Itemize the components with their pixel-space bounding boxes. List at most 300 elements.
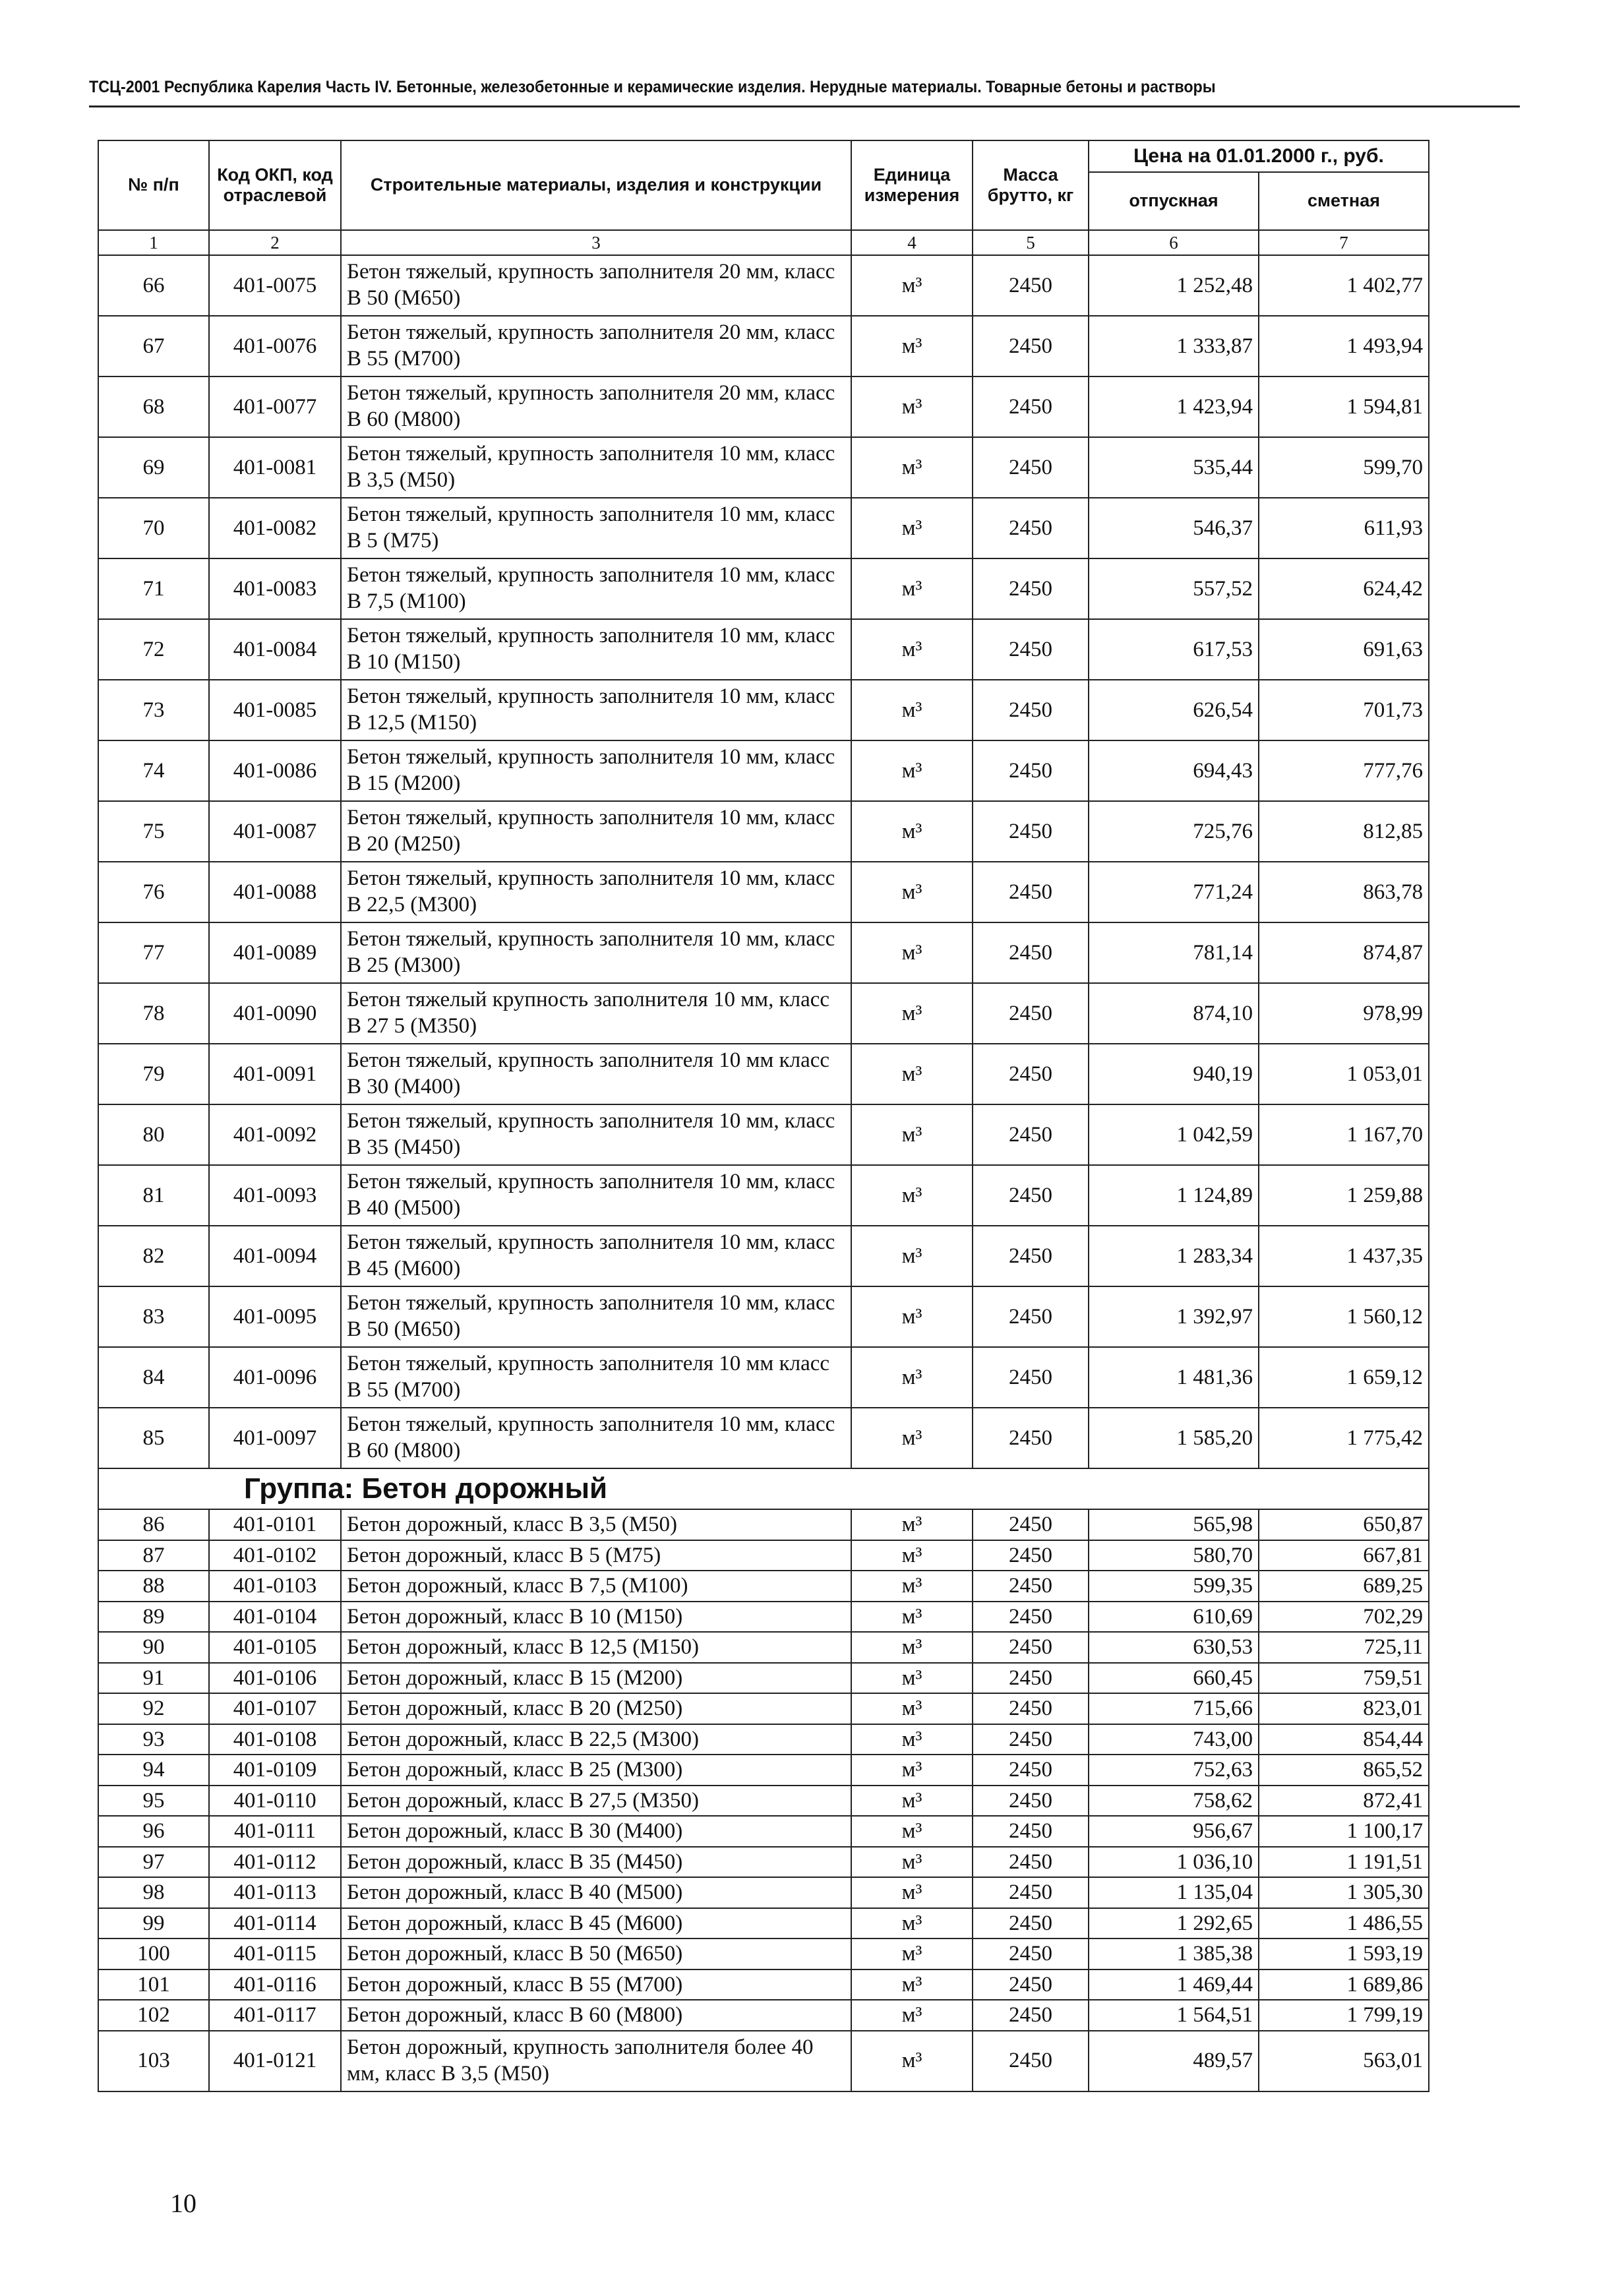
estimate-price: 725,11 [1259,1632,1429,1663]
material-name: Бетон тяжелый, крупность заполнителя 20 мм, класс В 55 (М700) [341,316,851,376]
gross-mass: 2450 [973,558,1089,619]
release-price: 1 283,34 [1089,1226,1259,1286]
okp-code: 401-0086 [209,740,341,801]
gross-mass: 2450 [973,2031,1089,2091]
gross-mass: 2450 [973,1104,1089,1165]
unit-of-measure: м³ [851,1877,973,1908]
release-price: 1 042,59 [1089,1104,1259,1165]
release-price: 781,14 [1089,922,1259,983]
unit-of-measure: м³ [851,1571,973,1602]
okp-code: 401-0103 [209,1571,341,1602]
okp-code: 401-0102 [209,1540,341,1571]
unit-of-measure: м³ [851,1509,973,1540]
row-number: 87 [98,1540,209,1571]
table-row [98,1724,1429,1755]
table-row [98,1786,1429,1817]
gross-mass: 2450 [973,1938,1089,1969]
unit-of-measure: м³ [851,619,973,680]
release-price: 630,53 [1089,1632,1259,1663]
table-row [98,619,1429,680]
row-number: 98 [98,1877,209,1908]
release-price: 1 385,38 [1089,1938,1259,1969]
table-row [98,1969,1429,2000]
group-title: Группа: Бетон дорожный [98,1468,1429,1509]
gross-mass: 2450 [973,1724,1089,1755]
okp-code: 401-0075 [209,255,341,316]
okp-code: 401-0094 [209,1226,341,1286]
gross-mass: 2450 [973,1693,1089,1724]
estimate-price: 823,01 [1259,1693,1429,1724]
row-number: 92 [98,1693,209,1724]
table-row [98,1877,1429,1908]
page-number: 10 [170,2188,196,2218]
material-name: Бетон дорожный, класс В 10 (М150) [341,1602,851,1633]
release-price: 1 564,51 [1089,2000,1259,2031]
gross-mass: 2450 [973,1969,1089,2000]
header-code: Код ОКП, код отраслевой [209,140,341,230]
row-number: 103 [98,2031,209,2091]
heavy-concrete-rows [98,255,1429,1468]
gross-mass: 2450 [973,1847,1089,1878]
material-name: Бетон дорожный, крупность заполнителя более 40 мм, класс В 3,5 (М50) [341,2031,851,2091]
material-name: Бетон дорожный, класс В 22,5 (М300) [341,1724,851,1755]
header-name: Строительные материалы, изделия и конструкции [341,140,851,230]
release-price: 557,52 [1089,558,1259,619]
material-name: Бетон дорожный, класс В 25 (М300) [341,1755,851,1786]
column-number: 5 [973,230,1089,255]
unit-of-measure: м³ [851,437,973,498]
material-name: Бетон дорожный, класс В 40 (М500) [341,1877,851,1908]
header-unit: Единица измерения [851,140,973,230]
release-price: 758,62 [1089,1786,1259,1817]
table-row [98,922,1429,983]
table-row [98,1509,1429,1540]
row-number: 71 [98,558,209,619]
row-number: 85 [98,1408,209,1468]
material-name: Бетон дорожный, класс В 20 (М250) [341,1693,851,1724]
unit-of-measure: м³ [851,1786,973,1817]
table-row [98,801,1429,862]
running-header: ТСЦ-2001 Республика Карелия Часть IV. Бетонные, железобетонные и керамические изделия. Нерудные материалы. Товарные бетоны и растворы [89,78,1216,96]
table-row [98,558,1429,619]
okp-code: 401-0077 [209,376,341,437]
release-price: 489,57 [1089,2031,1259,2091]
unit-of-measure: м³ [851,558,973,619]
unit-of-measure: м³ [851,680,973,740]
row-number: 91 [98,1663,209,1694]
unit-of-measure: м³ [851,1938,973,1969]
material-name: Бетон тяжелый, крупность заполнителя 10 мм, класс В 10 (М150) [341,619,851,680]
material-name: Бетон тяжелый, крупность заполнителя 20 мм, класс В 60 (М800) [341,376,851,437]
release-price: 660,45 [1089,1663,1259,1694]
table-row [98,680,1429,740]
row-number: 94 [98,1755,209,1786]
row-number: 75 [98,801,209,862]
gross-mass: 2450 [973,1877,1089,1908]
row-number: 86 [98,1509,209,1540]
estimate-price: 1 594,81 [1259,376,1429,437]
estimate-price: 1 659,12 [1259,1347,1429,1408]
row-number: 84 [98,1347,209,1408]
estimate-price: 865,52 [1259,1755,1429,1786]
unit-of-measure: м³ [851,1286,973,1347]
estimate-price: 874,87 [1259,922,1429,983]
row-number: 68 [98,376,209,437]
row-number: 96 [98,1816,209,1847]
okp-code: 401-0076 [209,316,341,376]
column-number: 1 [98,230,209,255]
material-name: Бетон тяжелый, крупность заполнителя 10 мм, класс В 7,5 (М100) [341,558,851,619]
column-number: 7 [1259,230,1429,255]
unit-of-measure: м³ [851,1044,973,1104]
okp-code: 401-0096 [209,1347,341,1408]
release-price: 1 392,97 [1089,1286,1259,1347]
unit-of-measure: м³ [851,1347,973,1408]
unit-of-measure: м³ [851,1755,973,1786]
okp-code: 401-0089 [209,922,341,983]
okp-code: 401-0107 [209,1693,341,1724]
row-number: 79 [98,1044,209,1104]
okp-code: 401-0104 [209,1602,341,1633]
row-number: 81 [98,1165,209,1226]
row-number: 72 [98,619,209,680]
row-number: 78 [98,983,209,1044]
column-numbers-row [98,230,1429,255]
gross-mass: 2450 [973,1571,1089,1602]
material-name: Бетон дорожный, класс В 30 (М400) [341,1816,851,1847]
row-number: 67 [98,316,209,376]
estimate-price: 1 053,01 [1259,1044,1429,1104]
okp-code: 401-0083 [209,558,341,619]
gross-mass: 2450 [973,680,1089,740]
unit-of-measure: м³ [851,2000,973,2031]
estimate-price: 1 560,12 [1259,1286,1429,1347]
unit-of-measure: м³ [851,922,973,983]
release-price: 940,19 [1089,1044,1259,1104]
estimate-price: 777,76 [1259,740,1429,801]
table-row [98,2031,1429,2091]
material-name: Бетон тяжелый крупность заполнителя 10 мм, класс В 27 5 (М350) [341,983,851,1044]
row-number: 80 [98,1104,209,1165]
okp-code: 401-0117 [209,2000,341,2031]
table-row [98,1347,1429,1408]
table-row [98,1632,1429,1663]
release-price: 1 135,04 [1089,1877,1259,1908]
row-number: 69 [98,437,209,498]
table-row [98,1226,1429,1286]
okp-code: 401-0087 [209,801,341,862]
release-price: 725,76 [1089,801,1259,862]
table-row [98,1938,1429,1969]
unit-of-measure: м³ [851,316,973,376]
gross-mass: 2450 [973,619,1089,680]
column-number: 4 [851,230,973,255]
table-row [98,1165,1429,1226]
release-price: 535,44 [1089,437,1259,498]
row-number: 70 [98,498,209,558]
gross-mass: 2450 [973,983,1089,1044]
material-name: Бетон тяжелый, крупность заполнителя 10 мм, класс В 15 (М200) [341,740,851,801]
okp-code: 401-0097 [209,1408,341,1468]
unit-of-measure: м³ [851,1816,973,1847]
release-price: 546,37 [1089,498,1259,558]
header-release-price: отпускная [1089,172,1259,230]
estimate-price: 1 259,88 [1259,1165,1429,1226]
row-number: 95 [98,1786,209,1817]
unit-of-measure: м³ [851,1724,973,1755]
estimate-price: 1 593,19 [1259,1938,1429,1969]
estimate-price: 1 100,17 [1259,1816,1429,1847]
estimate-price: 1 437,35 [1259,1226,1429,1286]
release-price: 743,00 [1089,1724,1259,1755]
release-price: 1 292,65 [1089,1908,1259,1939]
material-name: Бетон тяжелый, крупность заполнителя 10 мм, класс В 50 (М650) [341,1286,851,1347]
unit-of-measure: м³ [851,740,973,801]
release-price: 1 252,48 [1089,255,1259,316]
gross-mass: 2450 [973,1602,1089,1633]
estimate-price: 978,99 [1259,983,1429,1044]
gross-mass: 2450 [973,1347,1089,1408]
table-row [98,1540,1429,1571]
gross-mass: 2450 [973,1044,1089,1104]
material-name: Бетон тяжелый, крупность заполнителя 10 мм, класс В 5 (М75) [341,498,851,558]
material-name: Бетон тяжелый, крупность заполнителя 10 мм, класс В 12,5 (М150) [341,680,851,740]
table-header [98,140,1429,255]
material-name: Бетон тяжелый, крупность заполнителя 10 мм, класс В 40 (М500) [341,1165,851,1226]
okp-code: 401-0095 [209,1286,341,1347]
unit-of-measure: м³ [851,862,973,922]
release-price: 565,98 [1089,1509,1259,1540]
gross-mass: 2450 [973,1165,1089,1226]
road-concrete-rows [98,1509,1429,2091]
okp-code: 401-0093 [209,1165,341,1226]
gross-mass: 2450 [973,1908,1089,1939]
okp-code: 401-0105 [209,1632,341,1663]
table-row [98,1286,1429,1347]
material-name: Бетон тяжелый, крупность заполнителя 10 мм, класс В 60 (М800) [341,1408,851,1468]
okp-code: 401-0106 [209,1663,341,1694]
row-number: 99 [98,1908,209,1939]
material-name: Бетон тяжелый, крупность заполнителя 10 мм, класс В 20 (М250) [341,801,851,862]
gross-mass: 2450 [973,2000,1089,2031]
okp-code: 401-0108 [209,1724,341,1755]
material-name: Бетон дорожный, класс В 7,5 (М100) [341,1571,851,1602]
row-number: 77 [98,922,209,983]
estimate-price: 872,41 [1259,1786,1429,1817]
unit-of-measure: м³ [851,1693,973,1724]
release-price: 752,63 [1089,1755,1259,1786]
row-number: 89 [98,1602,209,1633]
release-price: 874,10 [1089,983,1259,1044]
column-number: 2 [209,230,341,255]
table-row [98,1602,1429,1633]
unit-of-measure: м³ [851,1847,973,1878]
table-row [98,1816,1429,1847]
estimate-price: 1 191,51 [1259,1847,1429,1878]
table-row [98,1408,1429,1468]
estimate-price: 1 799,19 [1259,2000,1429,2031]
material-name: Бетон тяжелый, крупность заполнителя 10 мм, класс В 3,5 (М50) [341,437,851,498]
gross-mass: 2450 [973,740,1089,801]
gross-mass: 2450 [973,498,1089,558]
group-section [98,1468,1429,1509]
gross-mass: 2450 [973,376,1089,437]
release-price: 1 333,87 [1089,316,1259,376]
okp-code: 401-0088 [209,862,341,922]
table-row [98,740,1429,801]
column-number: 3 [341,230,851,255]
table-row [98,1693,1429,1724]
unit-of-measure: м³ [851,1540,973,1571]
material-name: Бетон тяжелый, крупность заполнителя 10 мм, класс В 22,5 (М300) [341,862,851,922]
estimate-price: 1 167,70 [1259,1104,1429,1165]
estimate-price: 611,93 [1259,498,1429,558]
row-number: 66 [98,255,209,316]
material-name: Бетон дорожный, класс В 45 (М600) [341,1908,851,1939]
okp-code: 401-0112 [209,1847,341,1878]
release-price: 599,35 [1089,1571,1259,1602]
release-price: 580,70 [1089,1540,1259,1571]
unit-of-measure: м³ [851,1226,973,1286]
estimate-price: 1 486,55 [1259,1908,1429,1939]
gross-mass: 2450 [973,316,1089,376]
gross-mass: 2450 [973,1509,1089,1540]
okp-code: 401-0092 [209,1104,341,1165]
estimate-price: 667,81 [1259,1540,1429,1571]
okp-code: 401-0115 [209,1938,341,1969]
okp-code: 401-0114 [209,1908,341,1939]
table-row [98,255,1429,316]
material-name: Бетон тяжелый, крупность заполнителя 10 мм класс В 30 (М400) [341,1044,851,1104]
header-num: № п/п [98,140,209,230]
group-row [98,1468,1429,1509]
release-price: 626,54 [1089,680,1259,740]
estimate-price: 863,78 [1259,862,1429,922]
okp-code: 401-0121 [209,2031,341,2091]
estimate-price: 702,29 [1259,1602,1429,1633]
estimate-price: 650,87 [1259,1509,1429,1540]
unit-of-measure: м³ [851,255,973,316]
material-name: Бетон дорожный, класс В 3,5 (М50) [341,1509,851,1540]
table-row [98,437,1429,498]
gross-mass: 2450 [973,1663,1089,1694]
material-name: Бетон дорожный, класс В 5 (М75) [341,1540,851,1571]
release-price: 771,24 [1089,862,1259,922]
header-estimate-price: сметная [1259,172,1429,230]
estimate-price: 689,25 [1259,1571,1429,1602]
okp-code: 401-0116 [209,1969,341,2000]
unit-of-measure: м³ [851,1632,973,1663]
okp-code: 401-0084 [209,619,341,680]
estimate-price: 599,70 [1259,437,1429,498]
table-row [98,983,1429,1044]
unit-of-measure: м³ [851,1969,973,2000]
row-number: 102 [98,2000,209,2031]
row-number: 100 [98,1938,209,1969]
material-name: Бетон тяжелый, крупность заполнителя 10 мм, класс В 45 (М600) [341,1226,851,1286]
unit-of-measure: м³ [851,1663,973,1694]
table-row [98,316,1429,376]
estimate-price: 563,01 [1259,2031,1429,2091]
release-price: 1 481,36 [1089,1347,1259,1408]
okp-code: 401-0085 [209,680,341,740]
price-table [98,140,1429,2092]
material-name: Бетон дорожный, класс В 55 (М700) [341,1969,851,2000]
estimate-price: 1 493,94 [1259,316,1429,376]
gross-mass: 2450 [973,1286,1089,1347]
table-row [98,498,1429,558]
okp-code: 401-0090 [209,983,341,1044]
material-name: Бетон дорожный, класс В 35 (М450) [341,1847,851,1878]
header-mass: Масса брутто, кг [973,140,1089,230]
gross-mass: 2450 [973,1632,1089,1663]
table-row [98,1847,1429,1878]
material-name: Бетон дорожный, класс В 27,5 (М350) [341,1786,851,1817]
estimate-price: 701,73 [1259,680,1429,740]
table-row [98,1908,1429,1939]
unit-of-measure: м³ [851,498,973,558]
row-number: 97 [98,1847,209,1878]
estimate-price: 1 775,42 [1259,1408,1429,1468]
table-row [98,1755,1429,1786]
header-rule [89,105,1520,107]
estimate-price: 624,42 [1259,558,1429,619]
table-row [98,1104,1429,1165]
release-price: 1 585,20 [1089,1408,1259,1468]
unit-of-measure: м³ [851,801,973,862]
unit-of-measure: м³ [851,376,973,437]
estimate-price: 1 689,86 [1259,1969,1429,2000]
table-row [98,1571,1429,1602]
okp-code: 401-0113 [209,1877,341,1908]
okp-code: 401-0091 [209,1044,341,1104]
material-name: Бетон тяжелый, крупность заполнителя 10 мм класс В 55 (М700) [341,1347,851,1408]
gross-mass: 2450 [973,255,1089,316]
okp-code: 401-0081 [209,437,341,498]
material-name: Бетон дорожный, класс В 50 (М650) [341,1938,851,1969]
release-price: 610,69 [1089,1602,1259,1633]
release-price: 694,43 [1089,740,1259,801]
gross-mass: 2450 [973,922,1089,983]
release-price: 617,53 [1089,619,1259,680]
gross-mass: 2450 [973,437,1089,498]
unit-of-measure: м³ [851,983,973,1044]
estimate-price: 691,63 [1259,619,1429,680]
gross-mass: 2450 [973,1408,1089,1468]
okp-code: 401-0101 [209,1509,341,1540]
row-number: 90 [98,1632,209,1663]
table-row [98,1044,1429,1104]
gross-mass: 2450 [973,1755,1089,1786]
estimate-price: 812,85 [1259,801,1429,862]
estimate-price: 759,51 [1259,1663,1429,1694]
material-name: Бетон дорожный, класс В 15 (М200) [341,1663,851,1694]
row-number: 73 [98,680,209,740]
row-number: 93 [98,1724,209,1755]
okp-code: 401-0111 [209,1816,341,1847]
row-number: 74 [98,740,209,801]
material-name: Бетон тяжелый, крупность заполнителя 20 мм, класс В 50 (М650) [341,255,851,316]
release-price: 1 036,10 [1089,1847,1259,1878]
release-price: 1 423,94 [1089,376,1259,437]
row-number: 76 [98,862,209,922]
okp-code: 401-0082 [209,498,341,558]
estimate-price: 854,44 [1259,1724,1429,1755]
gross-mass: 2450 [973,1226,1089,1286]
estimate-price: 1 305,30 [1259,1877,1429,1908]
unit-of-measure: м³ [851,1908,973,1939]
gross-mass: 2450 [973,1786,1089,1817]
